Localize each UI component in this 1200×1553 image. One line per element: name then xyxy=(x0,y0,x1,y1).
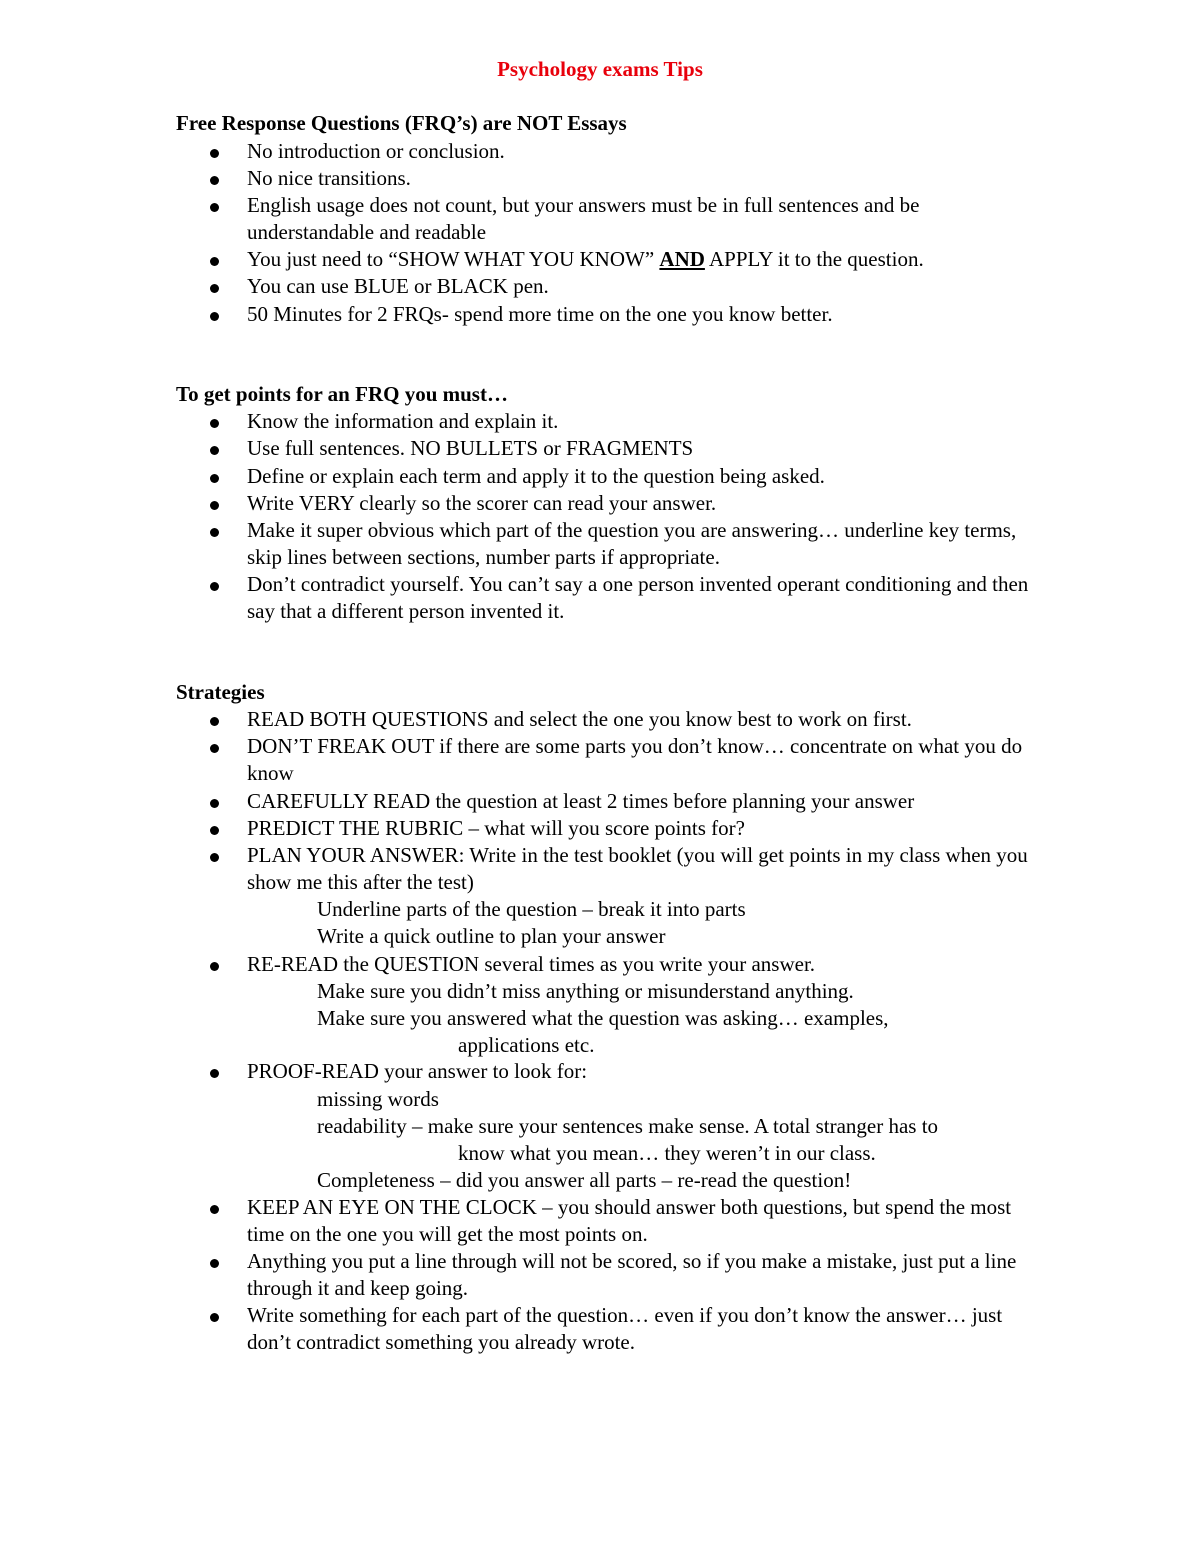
list-item xyxy=(247,571,1037,625)
list-item xyxy=(247,408,1037,435)
bullet-icon xyxy=(210,528,219,537)
list-item-text: Define or explain each term and apply it to the question being asked. xyxy=(247,464,825,488)
list-item xyxy=(247,301,1037,328)
list-item xyxy=(247,788,1037,815)
list-item xyxy=(247,1302,1037,1356)
list-item-text: RE-READ the QUESTION several times as you write your answer. xyxy=(247,952,816,976)
bullet-icon xyxy=(210,744,219,753)
list-item-text-before: You just need to “SHOW WHAT YOU KNOW” xyxy=(247,247,660,271)
sub-note-continuation: applications etc. xyxy=(458,1033,595,1057)
bullet-icon xyxy=(210,149,219,158)
bullet-icon xyxy=(210,284,219,293)
bullet-icon xyxy=(210,826,219,835)
list-item xyxy=(247,273,1037,300)
bullet-icon xyxy=(210,446,219,455)
list-item-text: No nice transitions. xyxy=(247,166,411,190)
list-item xyxy=(247,192,1037,246)
list-item xyxy=(247,246,1037,273)
sub-note: Underline parts of the question – break it into parts xyxy=(317,897,746,921)
bullet-icon xyxy=(210,312,219,321)
list-item-text: PROOF-READ your answer to look for: xyxy=(247,1059,588,1083)
list-item-text: No introduction or conclusion. xyxy=(247,139,505,163)
sub-note: Make sure you answered what the question was asking… examples, xyxy=(317,1006,889,1030)
section-heading-frq: Free Response Questions (FRQ’s) are NOT Essays xyxy=(176,111,627,135)
bullet-icon xyxy=(210,176,219,185)
list-item-text: Anything you put a line through will not be scored, so if you make a mistake, just put a line through it and keep going. xyxy=(247,1249,1017,1300)
section-heading-points: To get points for an FRQ you must… xyxy=(176,382,508,406)
bullet-icon xyxy=(210,501,219,510)
bullet-icon xyxy=(210,853,219,862)
list-item-text: KEEP AN EYE ON THE CLOCK – you should answer both questions, but spend the most time on the one you will get the most points on. xyxy=(247,1195,1012,1246)
bullet-icon xyxy=(210,582,219,591)
list-item xyxy=(247,517,1037,571)
sub-note: Make sure you didn’t miss anything or misunderstand anything. xyxy=(317,979,854,1003)
list-item xyxy=(247,435,1037,462)
list-item-text-after: APPLY it to the question. xyxy=(704,247,924,271)
list-item xyxy=(247,706,1037,733)
sub-note: readability – make sure your sentences make sense. A total stranger has to xyxy=(317,1114,939,1138)
list-item-text: CAREFULLY READ the question at least 2 times before planning your answer xyxy=(247,789,915,813)
list-item-text: Use full sentences. NO BULLETS or FRAGMENTS xyxy=(247,436,694,460)
list-item-text: READ BOTH QUESTIONS and select the one you know best to work on first. xyxy=(247,707,912,731)
list-item xyxy=(247,951,1037,978)
list-item xyxy=(247,1194,1037,1248)
list-item-text: PREDICT THE RUBRIC – what will you score points for? xyxy=(247,816,745,840)
list-item-text: English usage does not count, but your answers must be in full sentences and be understandable and readable xyxy=(247,193,920,244)
list-item-text: Write VERY clearly so the scorer can read your answer. xyxy=(247,491,717,515)
list-item-text: PLAN YOUR ANSWER: Write in the test booklet (you will get points in my class when you show me this after the test) xyxy=(247,843,1028,894)
list-item xyxy=(247,1058,1037,1085)
list-item xyxy=(247,138,1037,165)
list-item-text: Know the information and explain it. xyxy=(247,409,559,433)
list-item xyxy=(247,733,1037,787)
bullet-icon xyxy=(210,1069,219,1078)
bullet-icon xyxy=(210,799,219,808)
list-item-text: Write something for each part of the question… even if you don’t know the answer… just don’t contradict something you already wrote. xyxy=(247,1303,1003,1354)
list-item-text: You can use BLUE or BLACK pen. xyxy=(247,274,549,298)
bullet-icon xyxy=(210,203,219,212)
list-item-text: DON’T FREAK OUT if there are some parts you don’t know… concentrate on what you do know xyxy=(247,734,1023,785)
list-item xyxy=(247,842,1037,896)
sub-note: Write a quick outline to plan your answer xyxy=(317,924,666,948)
list-item-text: Make it super obvious which part of the question you are answering… underline key terms, skip lines between sections, number parts if appropriate. xyxy=(247,518,1017,569)
bullet-icon xyxy=(210,474,219,483)
list-item xyxy=(247,1248,1037,1302)
bullet-icon xyxy=(210,257,219,266)
list-item-text: 50 Minutes for 2 FRQs- spend more time on the one you know better. xyxy=(247,302,833,326)
sub-note: missing words xyxy=(317,1087,439,1111)
list-item xyxy=(247,463,1037,490)
bullet-icon xyxy=(210,1313,219,1322)
bullet-icon xyxy=(210,962,219,971)
bullet-icon xyxy=(210,1259,219,1268)
document-title: Psychology exams Tips xyxy=(497,57,703,81)
section-heading-strategies: Strategies xyxy=(176,680,265,704)
sub-note: Completeness – did you answer all parts – re-read the question! xyxy=(317,1168,852,1192)
bullet-icon xyxy=(210,717,219,726)
sub-note-continuation: know what you mean… they weren’t in our class. xyxy=(458,1141,876,1165)
bullet-icon xyxy=(210,419,219,428)
list-item-text: Don’t contradict yourself. You can’t say a one person invented operant conditioning and then say that a different person invented it. xyxy=(247,572,1029,623)
list-item xyxy=(247,490,1037,517)
list-item xyxy=(247,165,1037,192)
list-item-emphasis: AND xyxy=(659,247,705,271)
list-item xyxy=(247,815,1037,842)
bullet-icon xyxy=(210,1205,219,1214)
